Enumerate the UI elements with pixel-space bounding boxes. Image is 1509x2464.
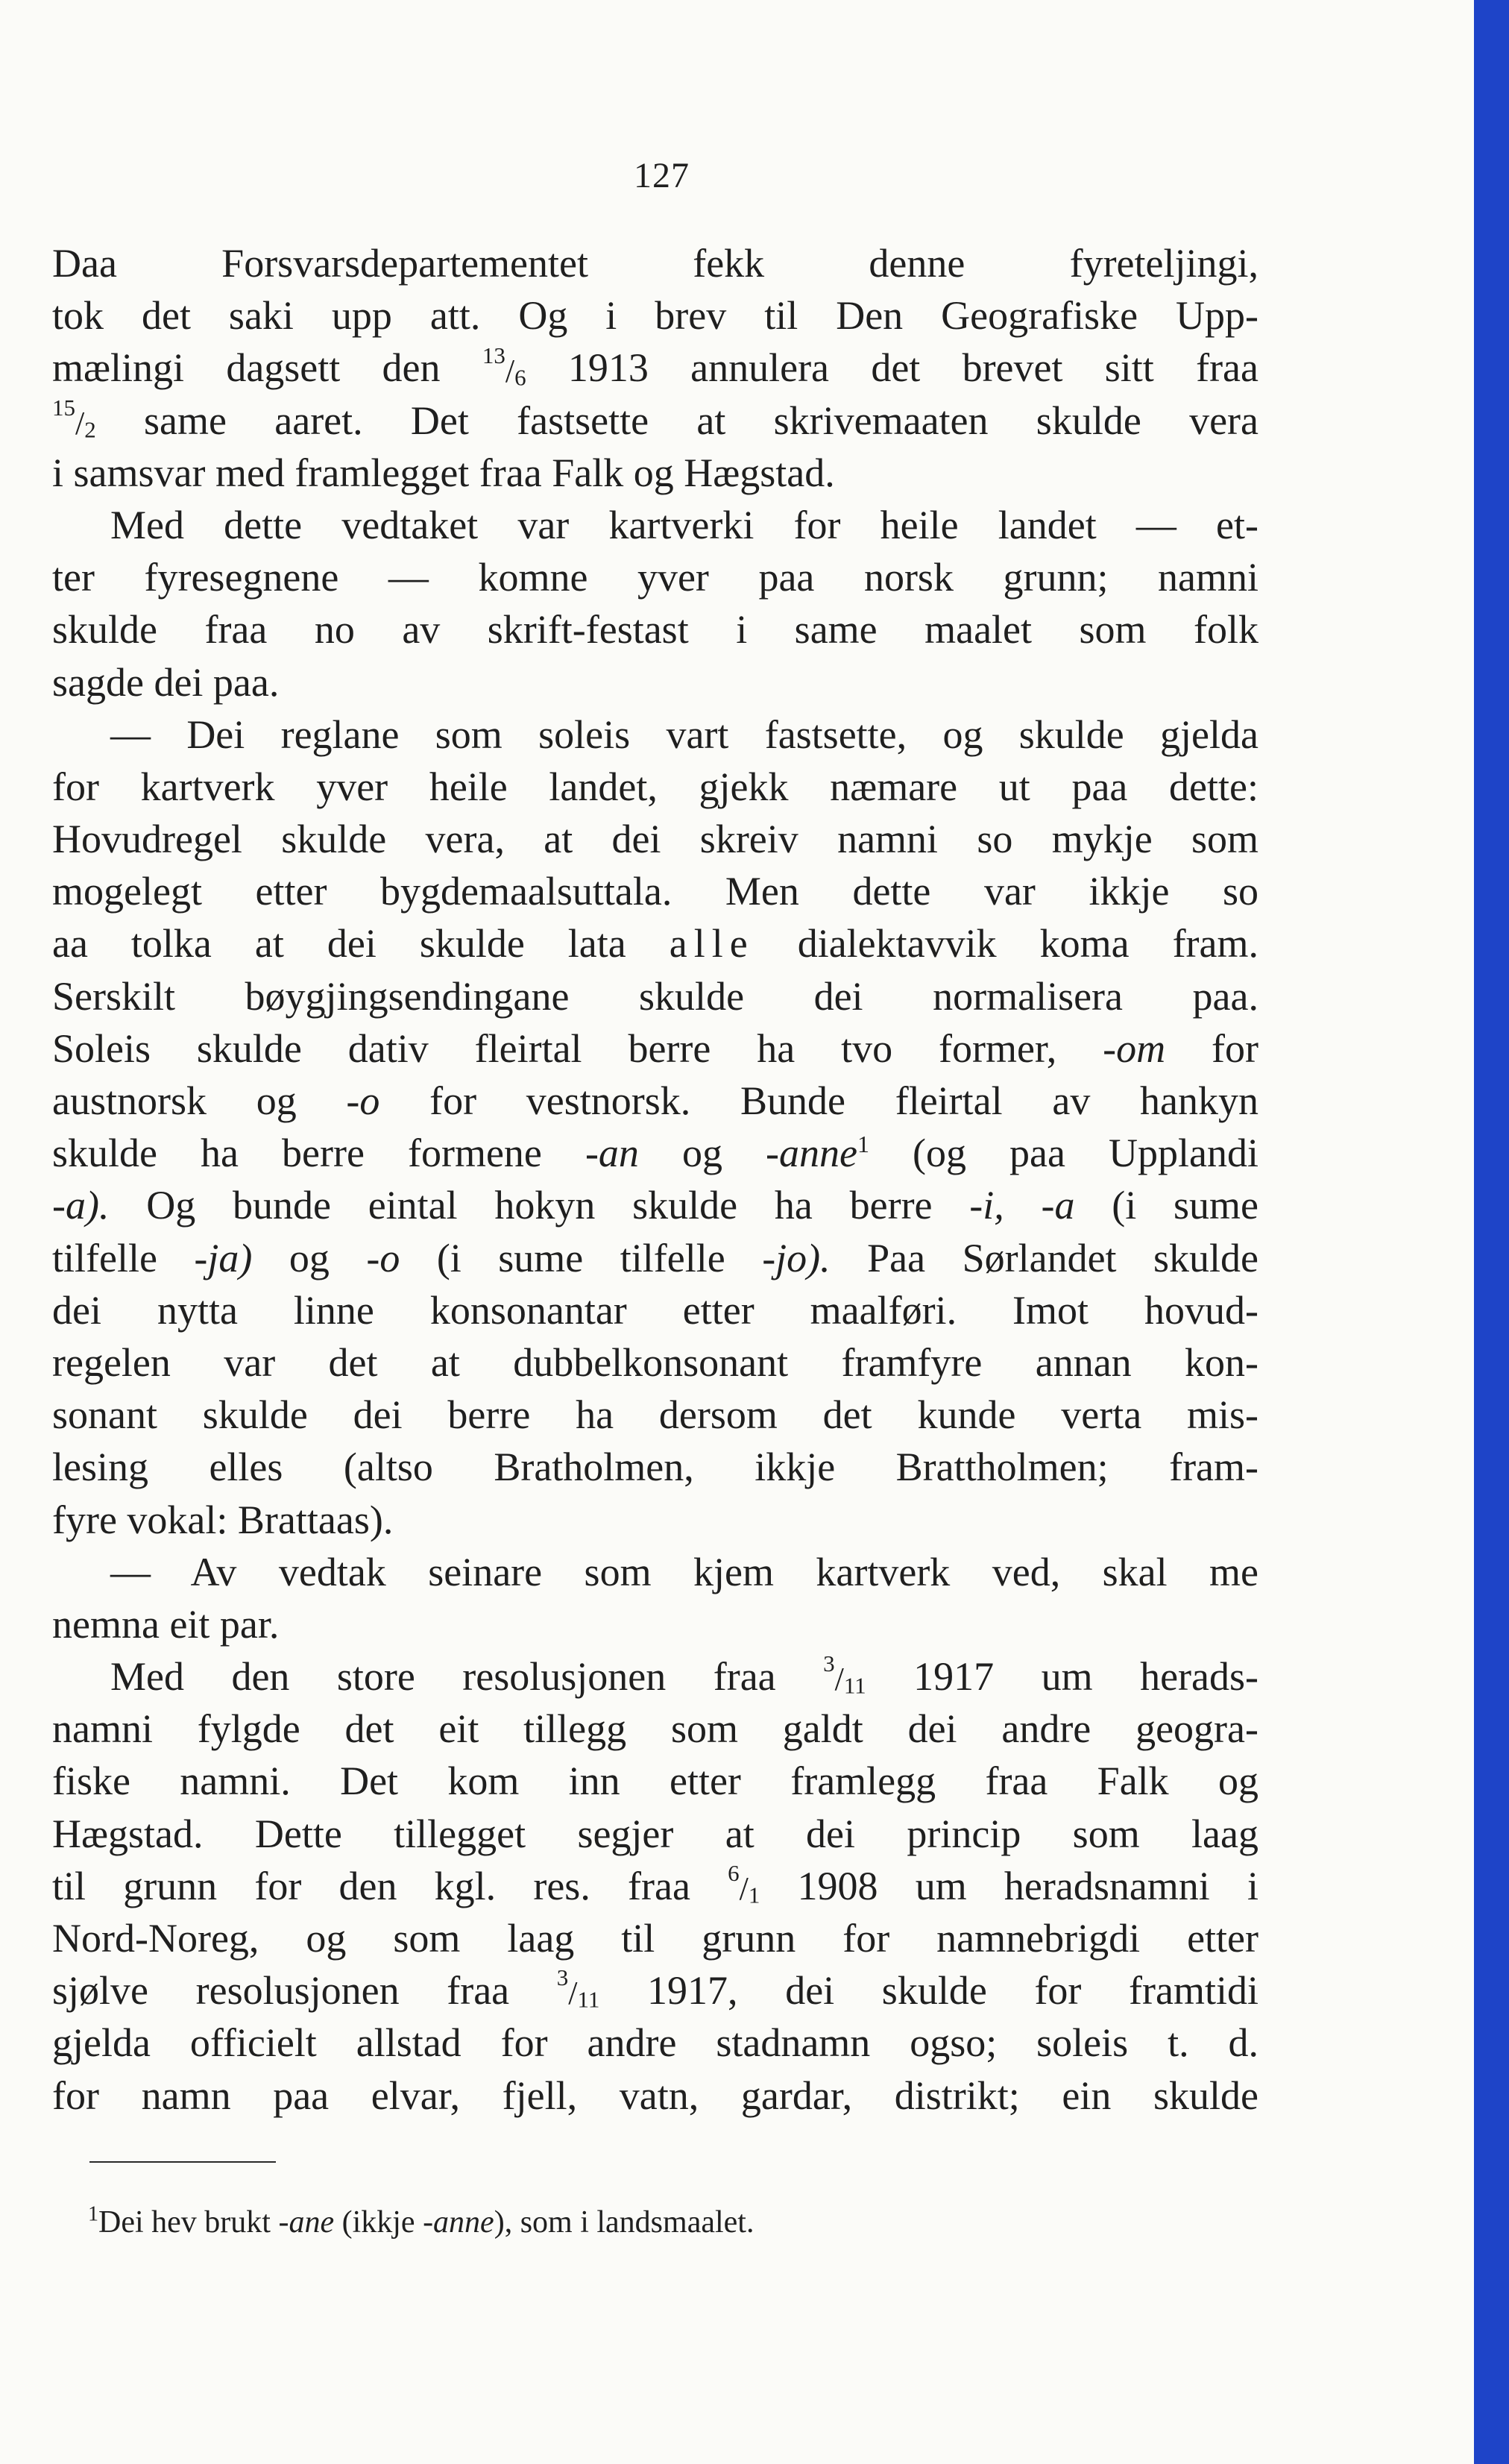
text-run: -om (1103, 1025, 1166, 1071)
text-line (52, 656, 1258, 708)
text-run: -jo). (762, 1235, 831, 1280)
text-run: -anne (766, 1131, 857, 1176)
text-line (52, 1127, 1258, 1179)
footnote-text: ), som i landsmaalet. (494, 2205, 754, 2240)
text-run: Hovudregel skulde vera, at dei skreiv namni so mykje som (52, 817, 1258, 862)
text-line (52, 289, 1258, 342)
text-line (52, 551, 1258, 603)
text-line (52, 813, 1258, 865)
text-run: og (638, 1131, 766, 1176)
fraction-slash: / (75, 404, 85, 441)
text-run: Daa Forsvarsdepartementet fekk denne fyreteljingi, (52, 241, 1258, 286)
text-run: -o (346, 1078, 380, 1123)
fraction-month: 11 (577, 1986, 600, 2013)
fraction-month: 1 (748, 1882, 760, 1908)
date-fraction (482, 344, 526, 389)
text-run: tilfelle (52, 1235, 195, 1280)
fraction-day: 3 (556, 1964, 569, 1991)
text-line (52, 708, 1258, 761)
text-run: nemna eit par. (52, 1601, 280, 1647)
fraction-day: 15 (52, 394, 75, 421)
text-run: mogelegt etter bygdemaalsuttala. Men dette var ikkje so (52, 869, 1258, 914)
text-line (52, 1598, 1258, 1650)
text-run: same aaret. Det fastsette at skrivemaaten skulde vera (95, 397, 1258, 443)
text-line (52, 1284, 1258, 1336)
text-run: 1917 um herads- (866, 1654, 1258, 1700)
text-line (52, 970, 1258, 1022)
text-line (52, 865, 1258, 917)
text-run: Og bunde eintal hokyn skulde ha berre (109, 1183, 970, 1228)
text-line (52, 1964, 1258, 2017)
date-fraction (52, 396, 96, 441)
page-number: 127 (634, 156, 690, 195)
footnote (88, 2201, 754, 2243)
fraction-month: 6 (514, 364, 526, 391)
text-run: -a). (52, 1183, 110, 1228)
text-run: 1917, dei skulde for framtidi (599, 1968, 1258, 2014)
text-line (52, 1912, 1258, 1964)
text-run: skulde fraa no av skrift-festast i same maalet som folk (52, 607, 1258, 653)
spaced-text: alle (669, 921, 754, 967)
text-line (52, 1022, 1258, 1075)
text-run: regelen var det at dubbelkonsonant framfyre annan kon- (52, 1339, 1258, 1385)
text-run: gjelda officielt allstad for andre stadnamn ogso; soleis t. d. (52, 2020, 1258, 2066)
text-run: -an (585, 1131, 639, 1176)
text-line (52, 603, 1258, 656)
text-run: 1913 annulera det brevet sitt fraa (526, 345, 1258, 391)
text-line (52, 447, 1258, 499)
text-run: (i sume tilfelle (400, 1235, 763, 1280)
text-line (52, 1389, 1258, 1441)
text-run: tok det saki upp att. Og i brev til Den Geografiske Upp- (52, 293, 1258, 339)
footnote-ref: 1 (857, 1131, 869, 1157)
text-run: Hægstad. Dette tillegget segjer at dei princip som laag (52, 1811, 1258, 1856)
fraction-day: 6 (728, 1860, 740, 1887)
text-line (52, 1808, 1258, 1860)
text-line (52, 1441, 1258, 1493)
footnote-text: (ikkje (334, 2205, 423, 2240)
text-run: skulde ha berre formene (52, 1131, 585, 1176)
fraction-slash: / (739, 1870, 749, 1907)
text-run: — Av vedtak seinare som kjem kartverk ved, skal me (110, 1549, 1258, 1594)
text-run: — Dei reglane som soleis vart fastsette, og skulde gjelda (110, 711, 1258, 757)
text-line (52, 237, 1258, 289)
fraction-day: 3 (823, 1650, 835, 1677)
text-run: Soleis skulde dativ fleirtal berre ha tvo former, (52, 1025, 1103, 1071)
text-run: Nord-Noreg, og som laag til grunn for namnebrigdi etter (52, 1916, 1258, 1961)
text-line (52, 2069, 1258, 2122)
text-run: Paa Sørlandet skulde (830, 1235, 1259, 1280)
text-run: Med den store resolusjonen fraa (110, 1654, 824, 1700)
text-run: dialektavvik koma fram. (754, 921, 1259, 967)
text-run: sagde dei paa. (52, 659, 280, 705)
text-line (52, 1703, 1258, 1755)
text-run: -o (366, 1235, 400, 1280)
text-run: sonant skulde dei berre ha dersom det kunde verta mis- (52, 1392, 1258, 1438)
fraction-slash: / (505, 352, 515, 389)
text-line (52, 395, 1258, 447)
text-run: Med dette vedtaket var kartverki for heile landet — et- (110, 502, 1258, 547)
text-line (52, 1755, 1258, 1807)
text-line (52, 1494, 1258, 1546)
text-line (52, 1232, 1258, 1284)
text-run: og (252, 1235, 367, 1280)
text-line (52, 499, 1258, 551)
text-line (52, 1546, 1258, 1598)
text-run: ter fyresegnene — komne yver paa norsk grunn; namni (52, 555, 1258, 600)
date-fraction (728, 1861, 760, 1906)
date-fraction (557, 1966, 600, 2011)
fraction-day: 13 (482, 342, 505, 368)
text-line (52, 1075, 1258, 1127)
text-run: for (1165, 1025, 1258, 1071)
text-line (52, 1860, 1258, 1912)
text-line (52, 1336, 1258, 1389)
text-run: Serskilt bøygjingsendingane skulde dei normalisera paa. (52, 973, 1258, 1019)
footnote-rule (89, 2161, 276, 2163)
text-run: -i, -a (969, 1183, 1075, 1228)
text-run: mælingi dagsett den (52, 345, 482, 391)
text-run: lesing elles (altso Bratholmen, ikkje Brattholmen; fram- (52, 1445, 1258, 1490)
text-line (52, 761, 1258, 813)
text-run: fiske namni. Det kom inn etter framlegg fraa Falk og (52, 1759, 1258, 1804)
scan-edge-strip (1474, 0, 1509, 2464)
text-run: austnorsk og (52, 1078, 347, 1123)
text-run: for kartverk yver heile landet, gjekk næmare ut paa dette: (52, 764, 1258, 809)
body-text (52, 237, 1258, 2122)
text-run: dei nytta linne konsonantar etter maalføri. Imot hovud- (52, 1287, 1258, 1333)
fraction-slash: / (834, 1661, 844, 1698)
fraction-month: 2 (84, 416, 96, 443)
text-line (52, 2017, 1258, 2069)
text-run: (og paa Upplandi (869, 1131, 1258, 1176)
text-run: fyre vokal: Brattaas). (52, 1497, 394, 1542)
fraction-slash: / (568, 1975, 578, 2012)
text-line (52, 1179, 1258, 1231)
text-line (52, 342, 1258, 394)
text-line (52, 1650, 1258, 1703)
text-run: for namn paa elvar, fjell, vatn, gardar, distrikt; ein skulde (52, 2072, 1258, 2118)
text-run: -ja) (194, 1235, 253, 1280)
footnote-text: -anne (423, 2205, 494, 2240)
text-line (52, 917, 1258, 969)
fraction-month: 11 (843, 1672, 866, 1699)
footnote-marker: 1 (88, 2202, 98, 2226)
text-run: i samsvar med framlegget fraa Falk og Hægstad. (52, 450, 835, 495)
text-run: for vestnorsk. Bunde fleirtal av hankyn (379, 1078, 1258, 1123)
text-run: til grunn for den kgl. res. fraa (52, 1863, 728, 1908)
text-run: sjølve resolusjonen fraa (52, 1968, 557, 2014)
footnote-text: Dei hev brukt (98, 2205, 279, 2240)
text-run: namni fylgde det eit tillegg som galdt dei andre geogra- (52, 1706, 1258, 1752)
text-run: 1908 um heradsnamni i (760, 1863, 1259, 1908)
footnote-text: -ane (278, 2205, 335, 2240)
text-run: (i sume (1074, 1183, 1258, 1228)
text-run: aa tolka at dei skulde lata (52, 921, 670, 967)
date-fraction (823, 1652, 866, 1697)
